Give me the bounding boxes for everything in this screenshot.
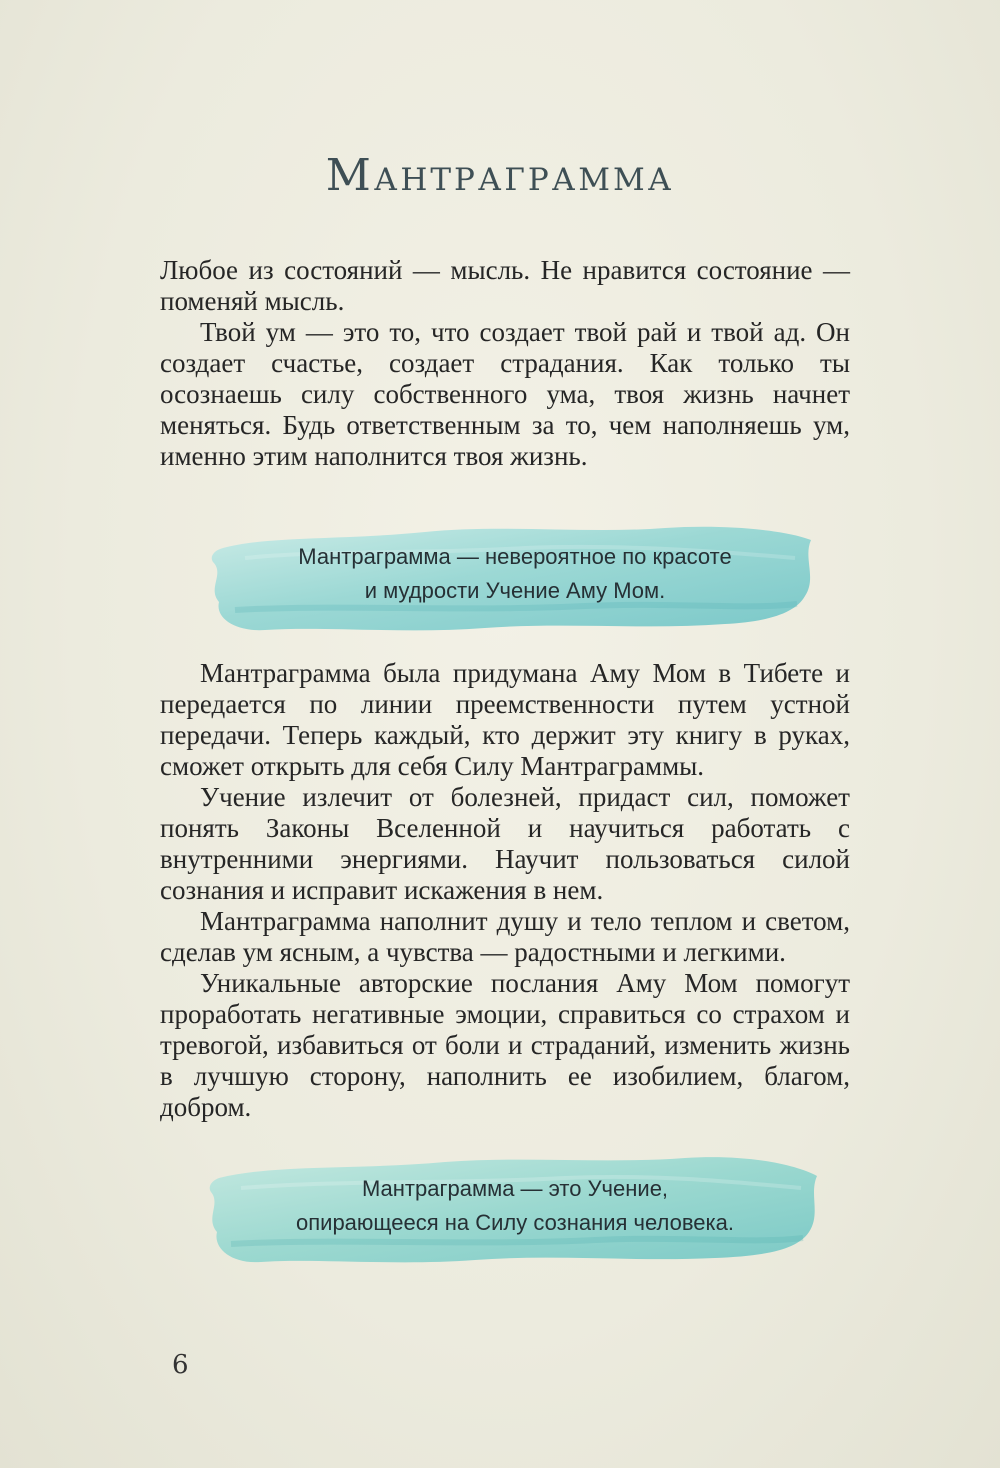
body-text [160,658,850,1123]
body-paragraph-2: Учение излечит от болезней, придаст сил, поможет понять Законы Вселенной и научиться работать с внутренними энергиями. Научит пользоваться силой сознания и исправит искажения в нем. [160,782,850,905]
body-paragraph-3: Мантраграмма наполнит душу и тело теплом и светом, сделав ум ясным, а чувства — радостными и легкими. [160,906,850,967]
callout-1-text [205,540,825,608]
page-number: 6 [172,1350,189,1380]
quote-callout-2 [205,1150,825,1270]
callout-2-line-1: Мантраграмма — это Учение, [361,1176,669,1201]
callout-2-text [205,1172,825,1240]
quote-callout-1 [205,518,825,638]
callout-2-line-2: опирающееся на Силу сознания человека. [296,1210,734,1235]
body-paragraph-4: Уникальные авторские послания Аму Мом помогут проработать негативные эмоции, справиться со страхом и тревогой, избавиться от боли и страданий, изменить жизнь в лучшую сторону, наполнить ее изобилием, благом, добром. [160,968,850,1122]
callout-1-line-1: Мантраграмма — невероятное по красоте [298,544,732,569]
intro-text [160,255,850,472]
page-title: Мантраграмма [325,150,675,201]
intro-paragraph-1: Любое из состояний — мысль. Не нравится состояние — поменяй мысль. [160,255,850,316]
callout-1-line-2: и мудрости Учение Аму Мом. [364,578,666,603]
body-paragraph-1: Мантраграмма была придумана Аму Мом в Тибете и передается по линии преемственности путем устной передачи. Теперь каждый, кто держит эту книгу в руках, сможет открыть для себя Силу Мантраграммы. [160,658,850,781]
intro-paragraph-2: Твой ум — это то, что создает твой рай и твой ад. Он создает счастье, создает страдания. Как только ты осознаешь силу собственного ума, твоя жизнь начнет меняться. Будь ответственным за то, чем наполняешь ум, именно этим наполнится твоя жизнь. [160,317,850,471]
